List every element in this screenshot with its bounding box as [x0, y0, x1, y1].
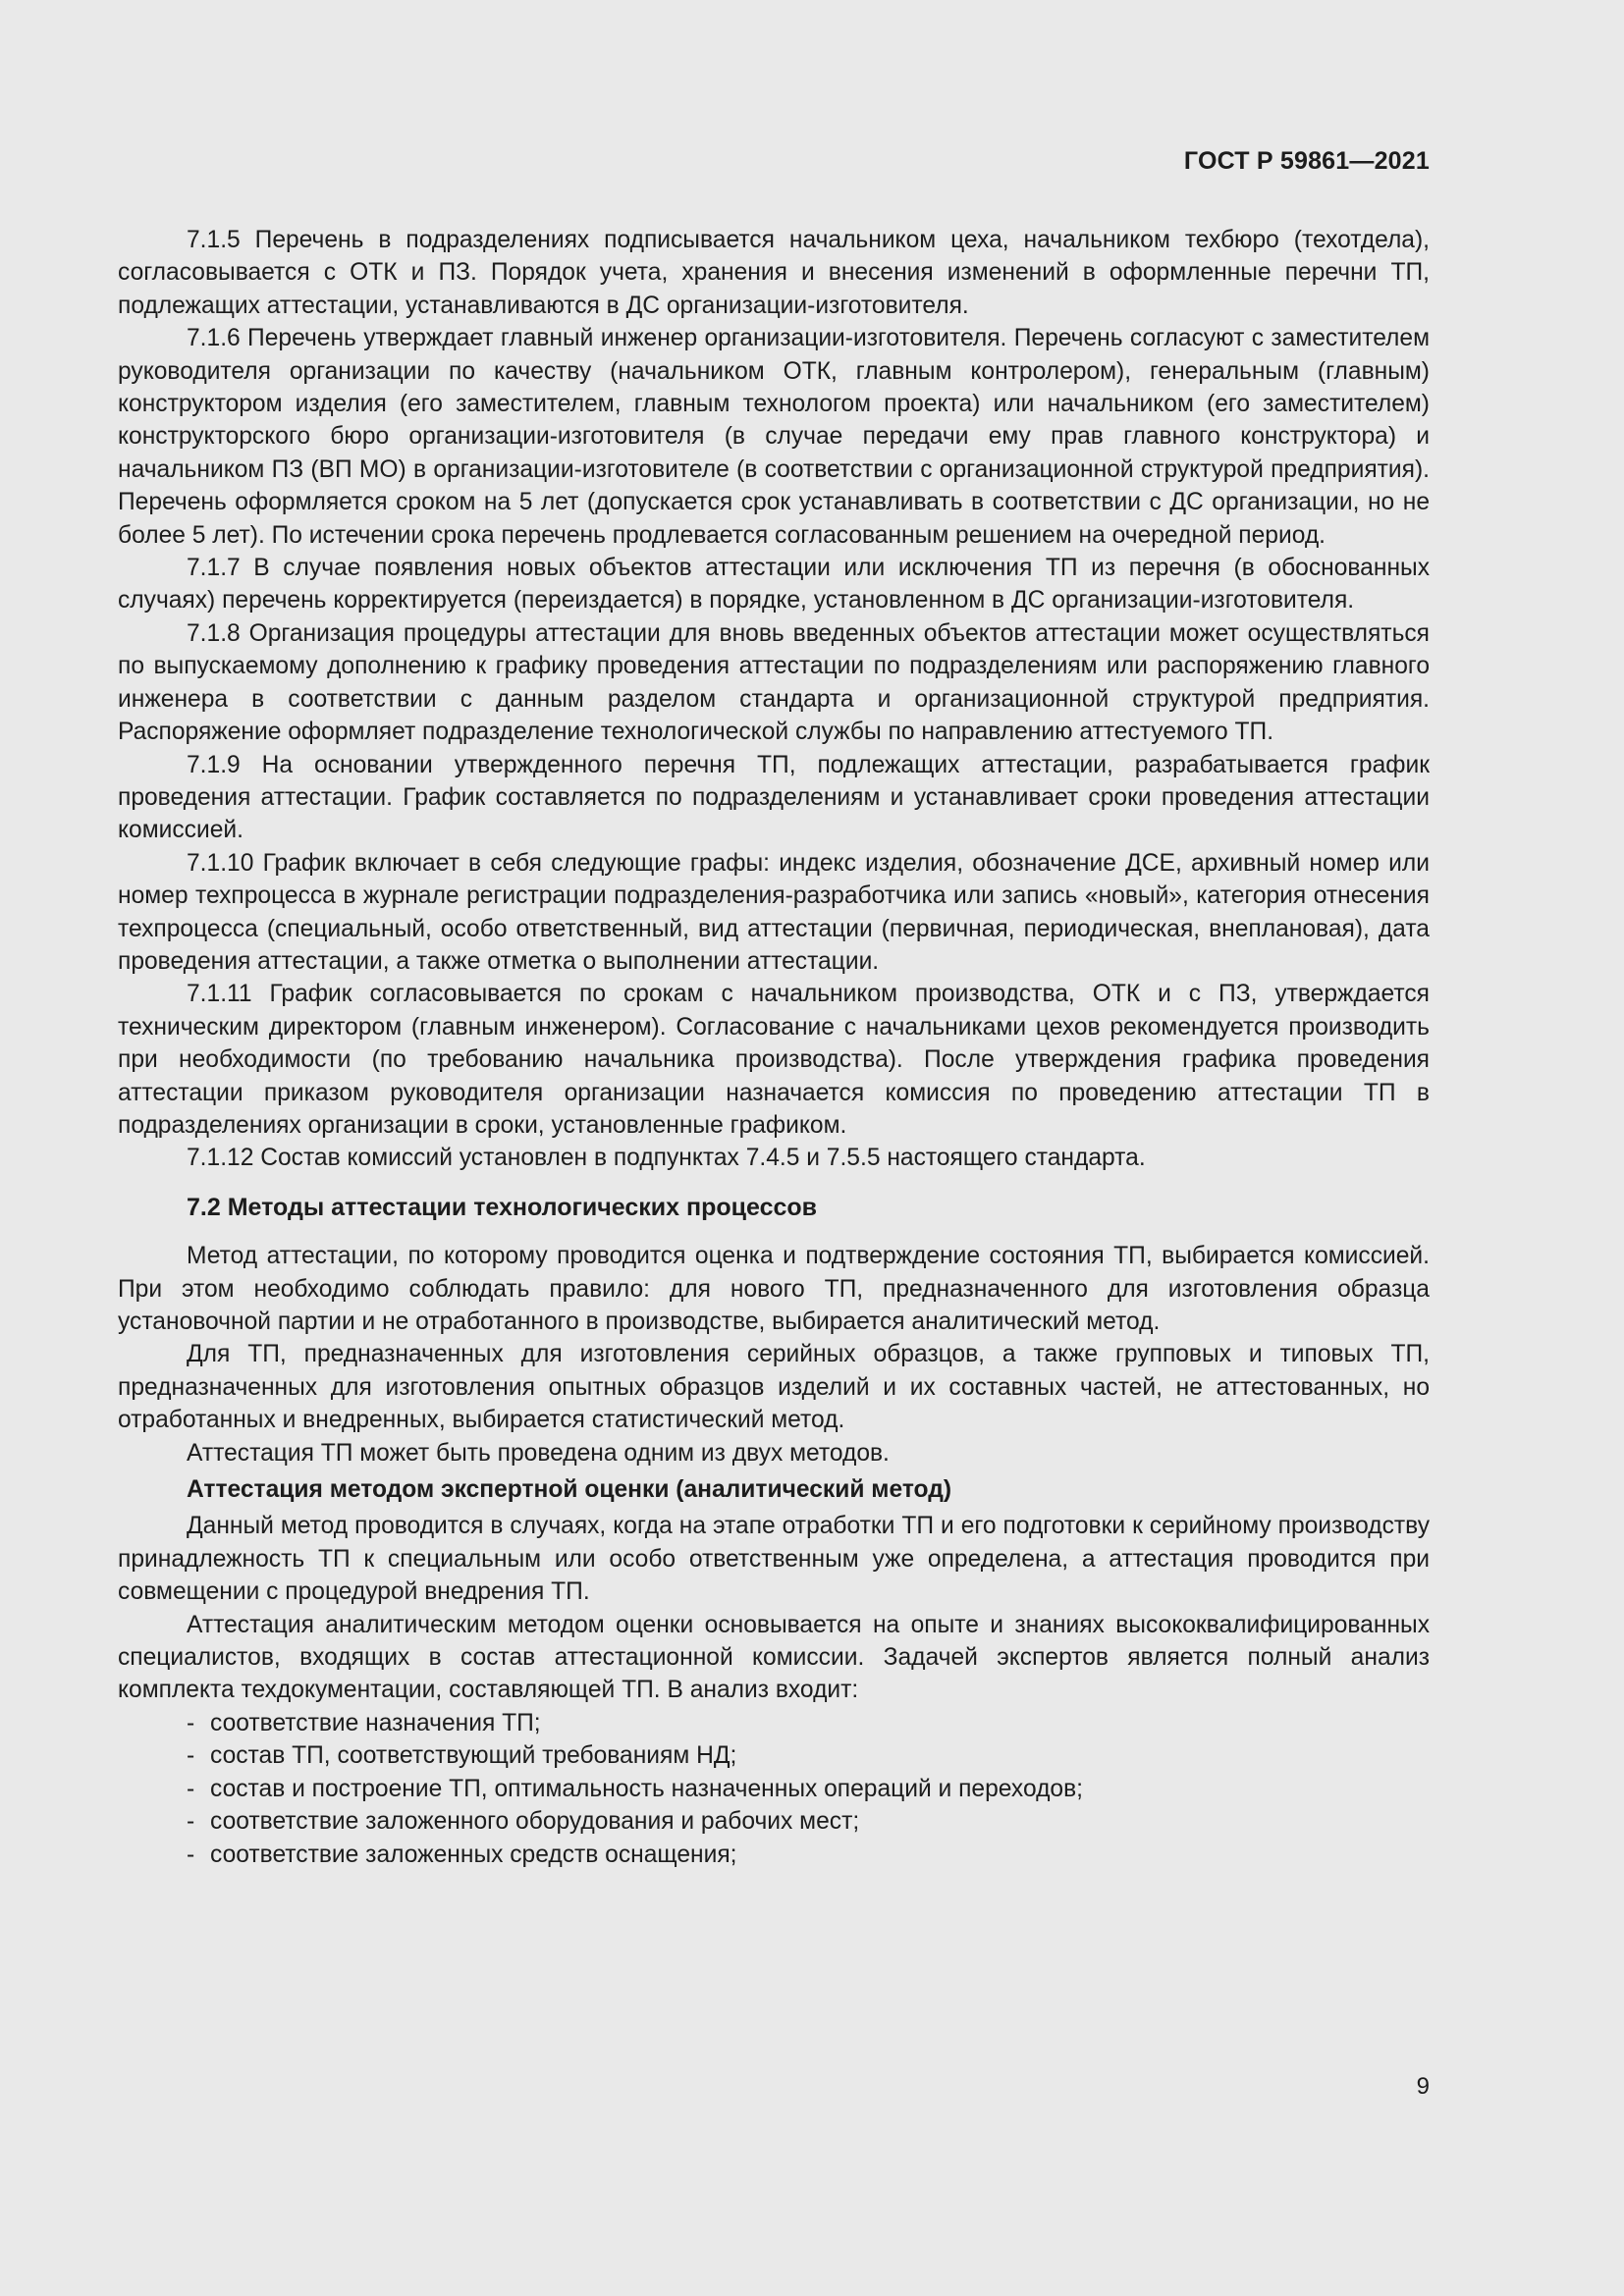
paragraph-method-choice: Метод аттестации, по которому проводится оценка и подтверждение состояния ТП, выбирается комиссией. При этом необходимо соблюдать правило: для нового ТП, предназначенного для изготовления образца установочной партии и не отработанного в производстве, выбирается аналитический метод.	[118, 1243, 1430, 1335]
paragraph-7-1-6: 7.1.6 Перечень утверждает главный инженер организации-изготовителя. Перечень согласуют с заместителем руководителя организации по качеству (начальником ОТК, главным контролером), генеральным (главным) конструктором изделия (его заместителем, главным технологом проекта) или начальником (его заместителем) конструкторского бюро организации-изготовителя (в случае передачи ему прав главного конструктора) и начальником ПЗ (ВП МО) в организации-изготовителе (в соответствии с организационной структурой предприятия). Перечень оформляется сроком на 5 лет (допускается срок устанавливать в соответствии с ДС организации, но не более 5 лет). По истечении срока перечень продлевается согласованным решением на очередной период.	[118, 325, 1430, 549]
section-heading-7-2: 7.2 Методы аттестации технологических процессов	[187, 1193, 818, 1221]
paragraph-7-1-7: 7.1.7 В случае появления новых объектов аттестации или исключения ТП из перечня (в обоснованных случаях) перечень корректируется (переиздается) в порядке, установленном в ДС организации-изготовителя.	[118, 555, 1430, 614]
paragraph-7-1-12: 7.1.12 Состав комиссий установлен в подпунктах 7.4.5 и 7.5.5 настоящего стандарта.	[187, 1145, 1146, 1172]
list-item: - состав и построение ТП, оптимальность назначенных операций и переходов;	[118, 1773, 1430, 1805]
paragraph-7-1-11: 7.1.11 График согласовывается по срокам с начальником производства, ОТК и с ПЗ, утверждается техническим директором (главным инженером). Согласование с начальниками цехов рекомендуется производить при необходимости (по требованию начальника производства). После утверждения графика проведения аттестации приказом руководителя организации назначается комиссия по проведению аттестации ТП в подразделениях организации в сроки, установленные графиком.	[118, 981, 1430, 1139]
paragraph-two-methods: Аттестация ТП может быть проведена одним из двух методов.	[187, 1439, 890, 1467]
list-item: - соответствие назначения ТП;	[118, 1707, 1430, 1739]
subheading-expert-method: Аттестация методом экспертной оценки (аналитический метод)	[187, 1476, 952, 1504]
paragraph-method-cases: Данный метод проводится в случаях, когда на этапе отработки ТП и его подготовки к серийному производству принадлежность ТП к специальным или особо ответственным уже определена, а аттестация проводится при совмещении с процедурой внедрения ТП.	[118, 1513, 1430, 1606]
paragraph-expert-analysis: Аттестация аналитическим методом оценки основывается на опыте и знаниях высококвалифицированных специалистов, входящих в состав аттестационной комиссии. Задачей экспертов является полный анализ комплекта техдокументации, составляющей ТП. В анализ входит:	[118, 1611, 1430, 1704]
list-item: - соответствие заложенного оборудования и рабочих мест;	[118, 1805, 1430, 1838]
paragraph-7-1-8: 7.1.8 Организация процедуры аттестации для вновь введенных объектов аттестации может осуществляться по выпускаемому дополнению к графику проведения аттестации по подразделениям или распоряжению главного инженера в соответствии с данным разделом стандарта и организационной структурой предприятия. Распоряжение оформляет подразделение технологической службы по направлению аттестуемого ТП.	[118, 619, 1430, 746]
list-dash: -	[187, 1841, 195, 1868]
list-item: - соответствие заложенных средств оснащения;	[118, 1839, 1430, 1871]
list-item: - состав ТП, соответствующий требованиям НД;	[118, 1739, 1430, 1772]
list-dash: -	[187, 1742, 195, 1770]
paragraph-7-1-9: 7.1.9 На основании утвержденного перечня ТП, подлежащих аттестации, разрабатывается график проведения аттестации. График составляется по подразделениям и устанавливает сроки проведения аттестации комиссией.	[118, 751, 1430, 844]
list-dash: -	[187, 1808, 195, 1836]
page-body	[118, 224, 1430, 1871]
paragraph-serial-tp: Для ТП, предназначенных для изготовления серийных образцов, а также групповых и типовых ТП, предназначенных для изготовления опытных образцов изделий и их составных частей, не аттестованных, но отработанных и внедренных, выбирается статистический метод.	[118, 1341, 1430, 1434]
document-code-header: ГОСТ Р 59861—2021	[1183, 147, 1430, 175]
page-number: 9	[1416, 2073, 1430, 2100]
paragraph-7-1-5: 7.1.5 Перечень в подразделениях подписывается начальником цеха, начальником техбюро (техотдела), согласовывается с ОТК и ПЗ. Порядок учета, хранения и внесения изменений в оформленные перечни ТП, подлежащих аттестации, устанавливаются в ДС организации-изготовителя.	[118, 227, 1430, 319]
list-dash: -	[187, 1709, 195, 1736]
list-dash: -	[187, 1775, 195, 1802]
analysis-list	[118, 1707, 1430, 1871]
paragraph-7-1-10: 7.1.10 График включает в себя следующие графы: индекс изделия, обозначение ДСЕ, архивный номер или номер техпроцесса в журнале регистрации подразделения-разработчика или запись «новый», категория отнесения техпроцесса (специальный, особо ответственный, вид аттестации (первичная, периодическая, внеплановая), дата проведения аттестации, а также отметка о выполнении аттестации.	[118, 849, 1430, 975]
